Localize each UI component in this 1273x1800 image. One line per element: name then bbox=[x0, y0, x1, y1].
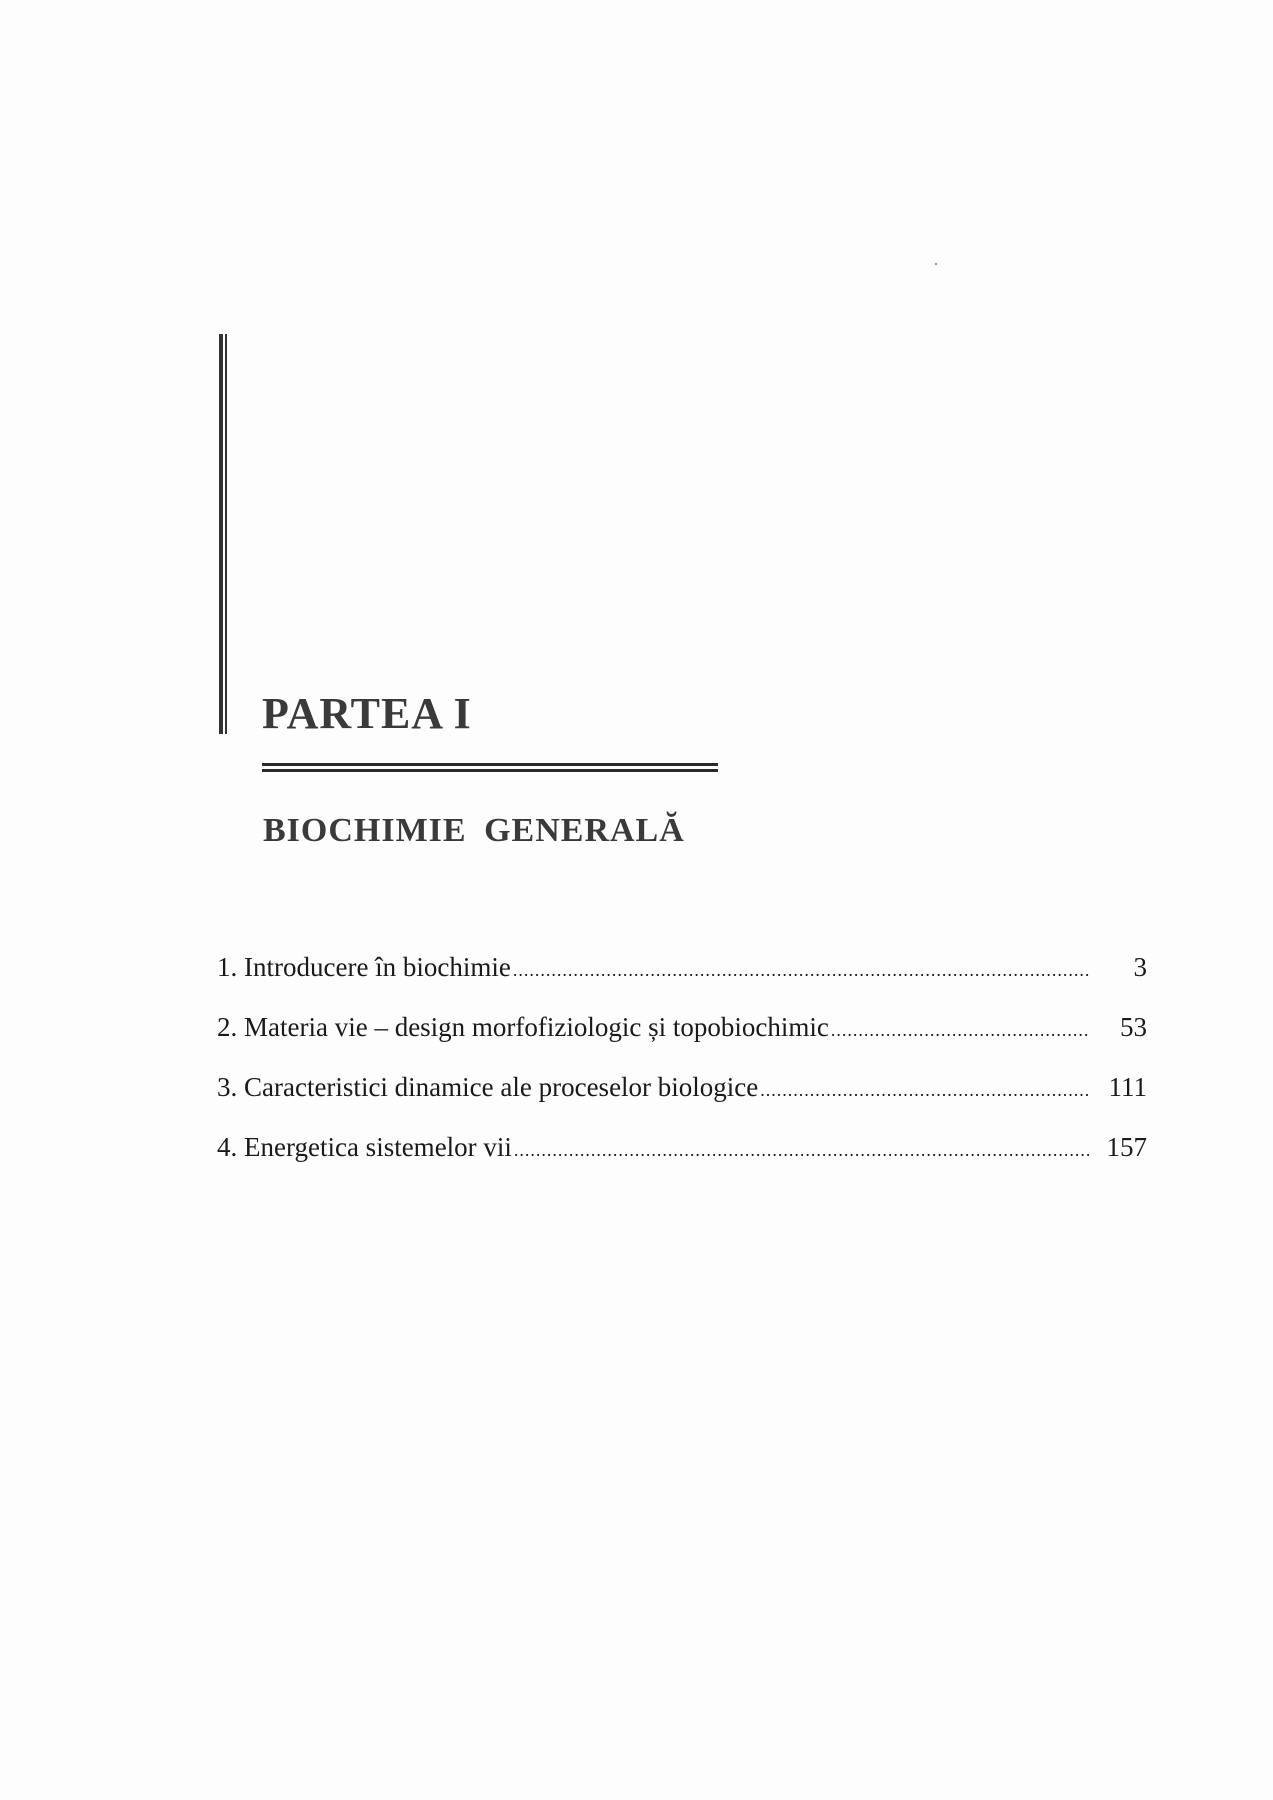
toc-entry-page: 111 bbox=[1108, 1072, 1147, 1102]
dot-leader bbox=[514, 1140, 1089, 1161]
dot-leader bbox=[513, 960, 1089, 981]
toc-entry-title: 2. Materia vie – design morfofiziologic și topobiochimic bbox=[217, 1012, 829, 1042]
toc-entry-page: 157 bbox=[1106, 1132, 1147, 1162]
toc-entry-title: 3. Caracteristici dinamice ale proceselor biologice bbox=[217, 1072, 759, 1102]
toc-entry bbox=[217, 1012, 1147, 1072]
dot-leader bbox=[760, 1080, 1089, 1101]
toc-entry-title: 4. Energetica sistemelor vii bbox=[217, 1132, 512, 1162]
toc-entry-page: 53 bbox=[1120, 1012, 1147, 1042]
dot-leader bbox=[831, 1020, 1089, 1041]
toc-entry bbox=[217, 952, 1147, 1012]
scan-speck bbox=[935, 263, 937, 265]
decorative-double-rule bbox=[262, 763, 718, 772]
table-of-contents bbox=[217, 952, 1147, 1192]
decorative-vertical-rule bbox=[219, 334, 228, 734]
toc-entry bbox=[217, 1132, 1147, 1192]
toc-entry bbox=[217, 1072, 1147, 1132]
part-title: BIOCHIMIE GENERALĂ bbox=[263, 812, 685, 849]
toc-entry-title: 1. Introducere în biochimie bbox=[217, 952, 511, 982]
toc-entry-page: 3 bbox=[1133, 952, 1147, 982]
part-label: PARTEA I bbox=[262, 689, 472, 738]
